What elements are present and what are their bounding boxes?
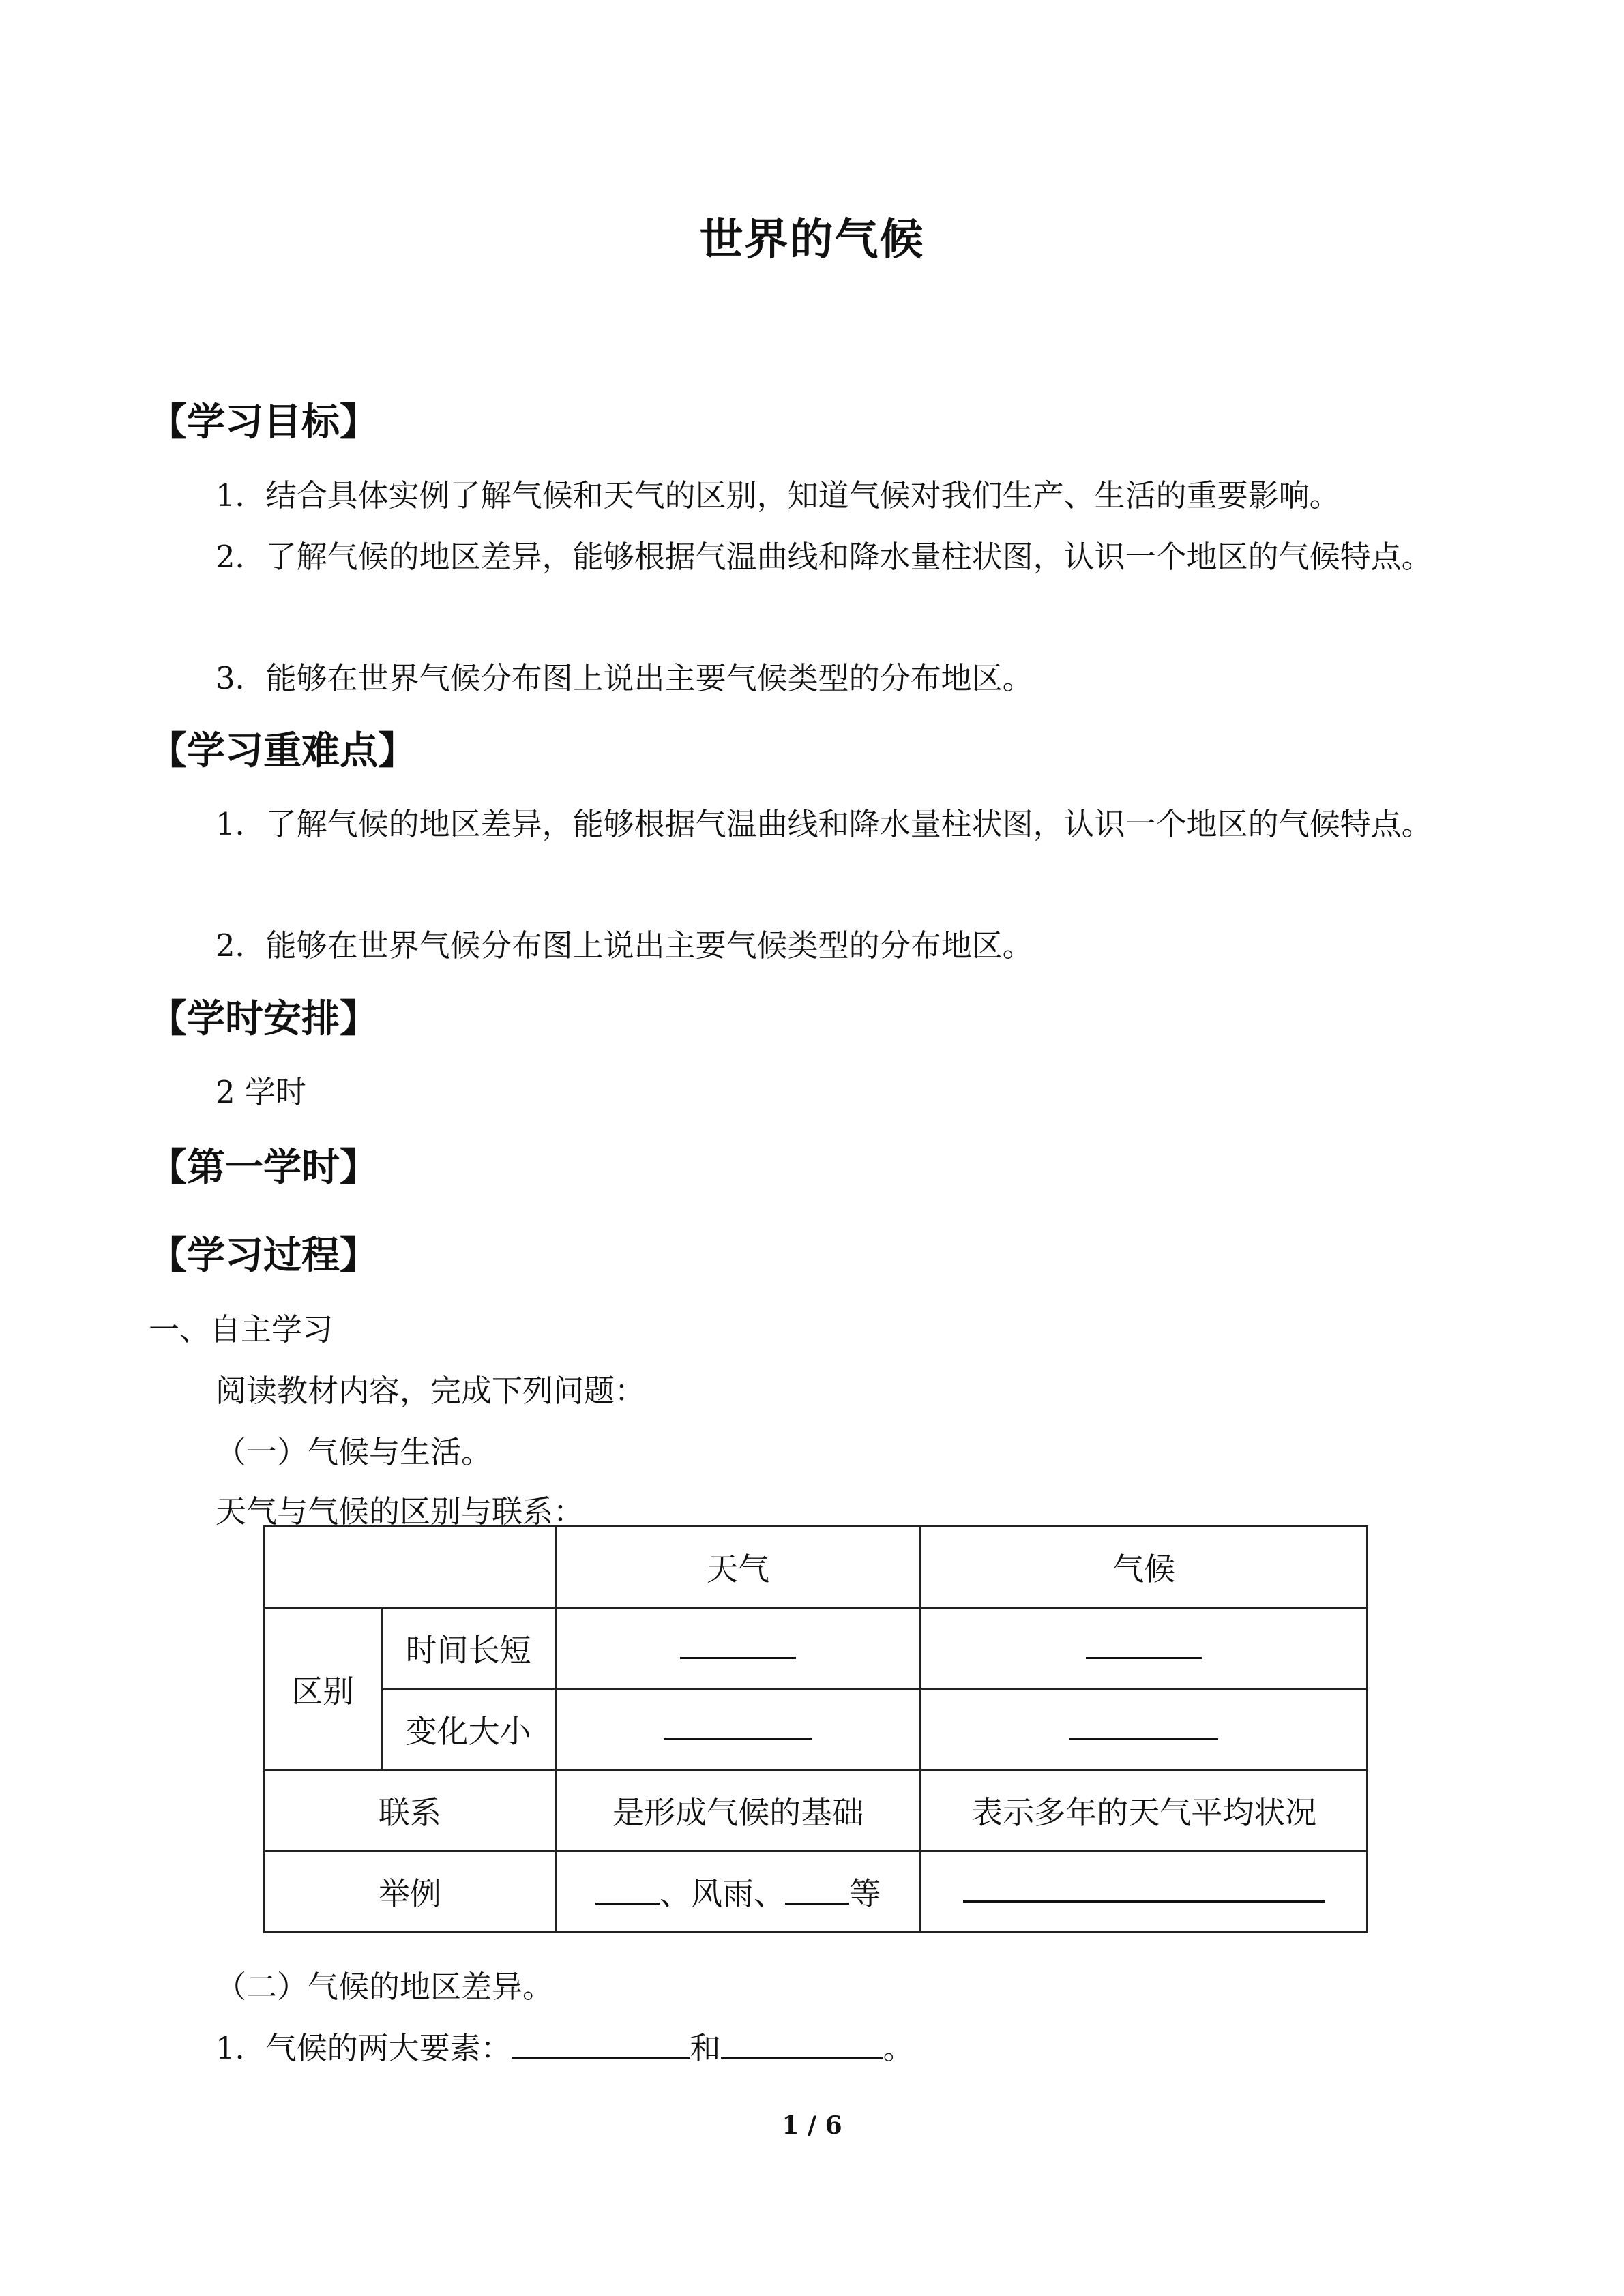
table-row [265, 1851, 1368, 1933]
fill-blank[interactable] [785, 1875, 849, 1905]
weather-climate-table [263, 1525, 1368, 1933]
fill-blank[interactable] [1086, 1630, 1202, 1659]
question-1-end: 。 [883, 2030, 914, 2066]
heading-schedule: 【学时安排】 [149, 997, 378, 1041]
example-separator: 、风雨、 [660, 1875, 786, 1912]
objective-item-2: 2．了解气候的地区差异，能够根据气温曲线和降水量柱状图，认识一个地区的气候特点。 [216, 539, 1432, 575]
objective-item-1: 1．结合具体实例了解气候和天气的区别，知道气候对我们生产、生活的重要影响。 [216, 477, 1340, 513]
part-self-study: 一、自主学习 [149, 1311, 334, 1347]
label-change-size: 变化大小 [381, 1689, 555, 1770]
fill-blank[interactable] [512, 2027, 690, 2059]
fill-blank[interactable] [721, 2027, 883, 2059]
blank-climate-change [921, 1689, 1368, 1770]
fill-blank[interactable] [1069, 1711, 1218, 1740]
question-1-prefix: 1．气候的两大要素： [216, 2030, 512, 2066]
fill-blank[interactable] [664, 1711, 812, 1740]
blank-weather-time [555, 1608, 921, 1689]
schedule-text: 2 学时 [216, 1074, 306, 1110]
fill-blank[interactable] [595, 1875, 660, 1905]
table-row [265, 1527, 1368, 1608]
example-weather [555, 1851, 921, 1933]
relation-weather: 是形成气候的基础 [555, 1770, 921, 1851]
question-1 [216, 2018, 914, 2078]
key-point-item-2: 2．能够在世界气候分布图上说出主要气候类型的分布地区。 [216, 927, 1033, 964]
fill-blank[interactable] [963, 1873, 1325, 1903]
table-row [265, 1689, 1368, 1770]
heading-key-points: 【学习重难点】 [149, 729, 416, 773]
key-point-item-1: 1．了解气候的地区差异，能够根据气温曲线和降水量柱状图，认识一个地区的气候特点。 [216, 806, 1432, 842]
document-title: 世界的气候 [699, 215, 925, 265]
table-caption: 天气与气候的区别与联系： [216, 1493, 585, 1530]
header-climate: 气候 [921, 1527, 1368, 1608]
subsection-regional-difference: （二）气候的地区差异。 [216, 1969, 554, 2005]
reading-instruction: 阅读教材内容，完成下列问题： [216, 1373, 646, 1409]
label-time-length: 时间长短 [381, 1608, 555, 1689]
example-end: 等 [849, 1875, 881, 1912]
heading-first-period: 【第一学时】 [149, 1146, 378, 1190]
relation-climate: 表示多年的天气平均状况 [921, 1770, 1368, 1851]
question-1-and: 和 [690, 2030, 721, 2066]
table-corner-cell [265, 1527, 556, 1608]
label-example: 举例 [265, 1851, 556, 1933]
subsection-climate-life: （一）气候与生活。 [216, 1434, 492, 1470]
label-difference: 区别 [265, 1608, 382, 1770]
page-number: 1 / 6 [782, 2111, 842, 2140]
header-weather: 天气 [555, 1527, 921, 1608]
table-row [265, 1770, 1368, 1851]
objective-item-3: 3．能够在世界气候分布图上说出主要气候类型的分布地区。 [216, 660, 1033, 696]
heading-process: 【学习过程】 [149, 1234, 378, 1278]
blank-climate-time [921, 1608, 1368, 1689]
fill-blank[interactable] [680, 1630, 796, 1659]
example-climate [921, 1851, 1368, 1933]
label-relation: 联系 [265, 1770, 556, 1851]
table-row [265, 1608, 1368, 1689]
blank-weather-change [555, 1689, 921, 1770]
heading-objectives: 【学习目标】 [149, 400, 378, 445]
